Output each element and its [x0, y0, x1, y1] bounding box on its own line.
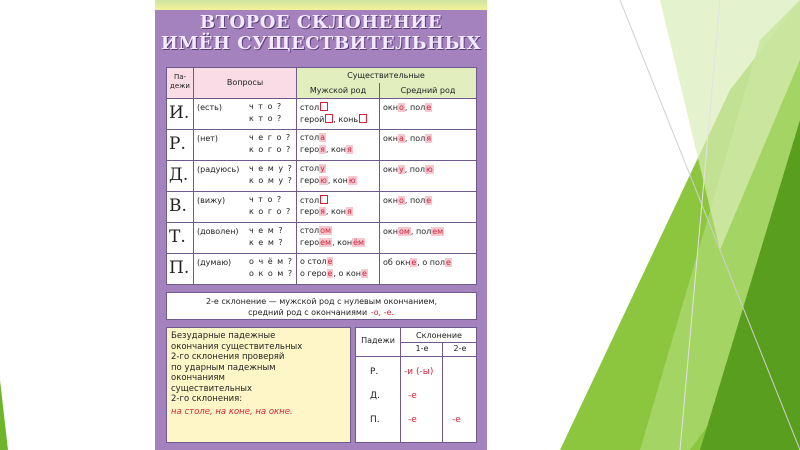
rule-box: 2-е склонение — мужской род с нулевым окончанием, средний род с окончаниями -о, -е. — [166, 292, 477, 320]
table-row: П. (думаю) о ч ё м ? о к о м ? о столе о герое, о коне об окне, о поле — [167, 253, 476, 285]
header-cases: Па-дежи — [169, 73, 190, 90]
green-left-sliver — [0, 380, 8, 450]
header-neuter: Средний род — [400, 86, 456, 95]
table-row: Т. (доволен) ч е м ? к е м ? столом героем, конём окном, полем — [167, 222, 476, 254]
unstressed-endings-note: Безударные падежные окончания существительных 2-го склонения проверяй по ударным падежным окончаниям существительных 2-го склонения: на столе, на коне, на окне. — [166, 327, 351, 443]
header-nouns: Существительные — [347, 71, 425, 80]
top-stripe — [155, 0, 487, 10]
example-text: на столе, на коне, на окне. — [171, 406, 293, 417]
table-row: Р. (нет) ч е г о ? к о г о ? стола героя, коня окна, поля — [167, 129, 476, 161]
table-row: Д. (радуюсь) ч е м у ? к о м у ? столу герою, коню окну, полю — [167, 160, 476, 192]
table-row: И. (есть) ч т о ? к т о ? стол герой , конь окно, поле — [167, 98, 476, 130]
declension-table — [166, 67, 477, 285]
grammar-poster — [155, 0, 487, 450]
header-questions: Вопросы — [226, 78, 264, 87]
poster-title: ВТОРОЕ СКЛОНЕНИЕ ИМЁН СУЩЕСТВИТЕЛЬНЫХ — [160, 12, 482, 54]
declension-endings-table: Падежи Склонение 1-е 2-е Р. -и (-ы) Д. -е П. -е -е — [355, 327, 477, 443]
table-row: В. (вижу) ч т о ? к о г о ? стол героя, коня окно, поле — [167, 191, 476, 223]
table-header — [167, 68, 476, 98]
header-masculine: Мужской род — [309, 86, 367, 95]
